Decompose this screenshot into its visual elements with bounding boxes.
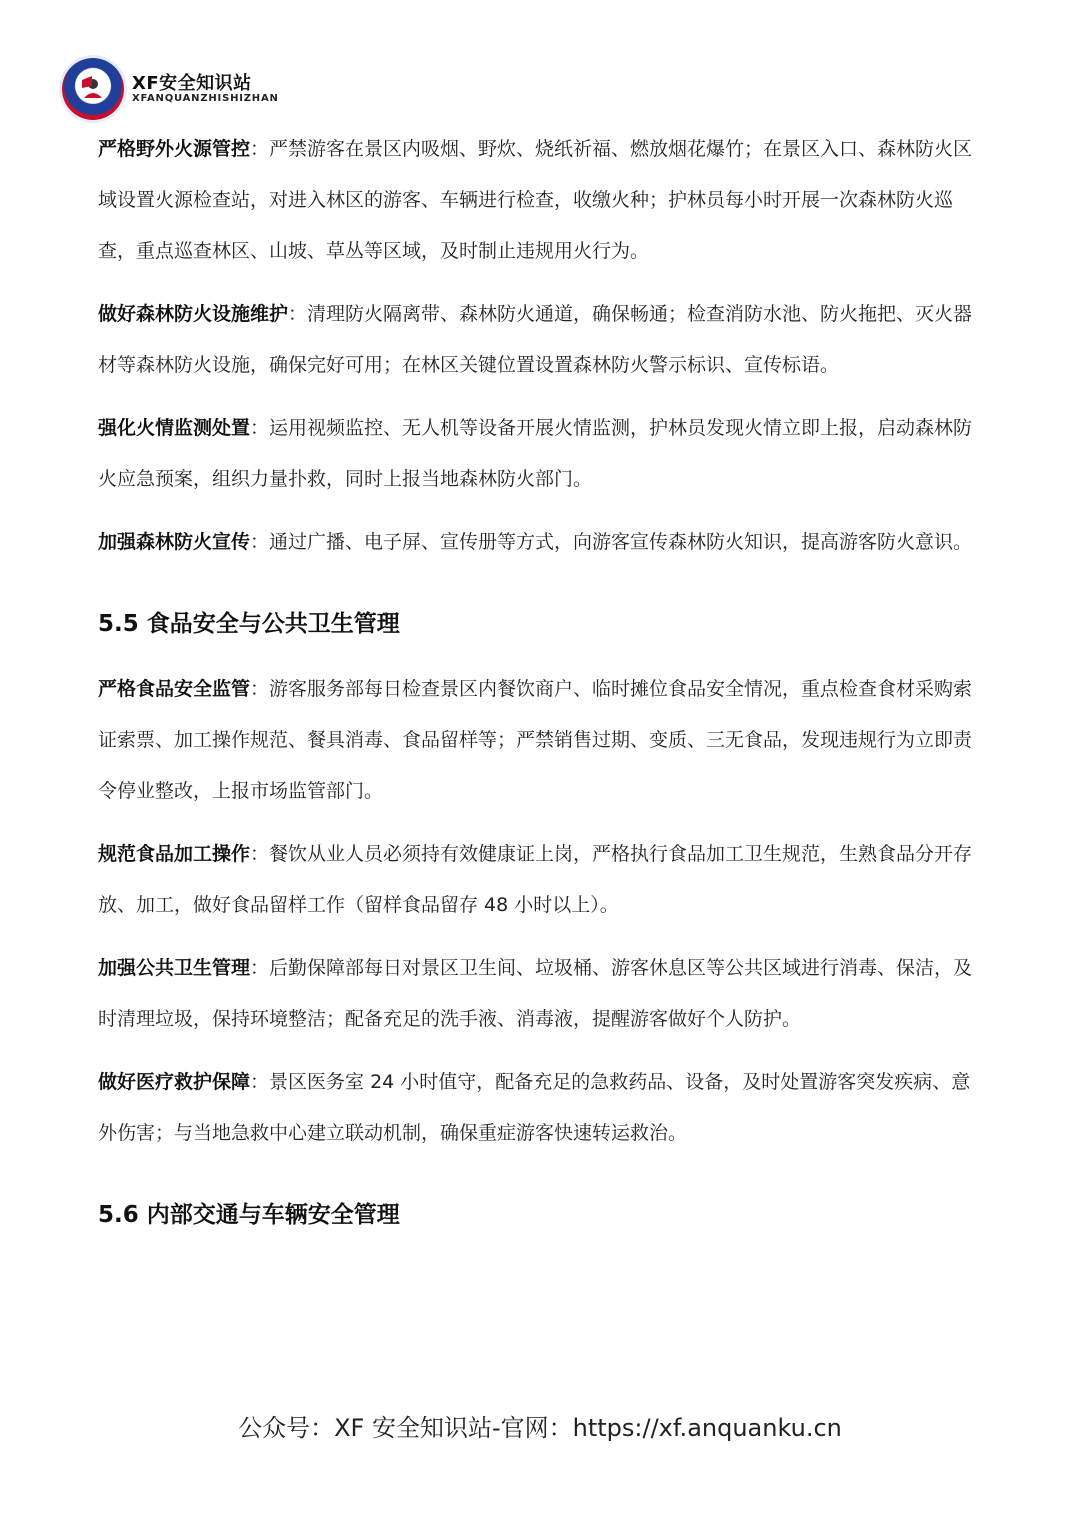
paragraph-text: 通过广播、电子屏、宣传册等方式，向游客宣传森林防火知识，提高游客防火意识。 [269, 531, 973, 553]
paragraph-heading: 做好森林防火设施维护 [98, 303, 289, 325]
paragraph-separator: ： [250, 138, 270, 160]
paragraph-separator: ： [288, 303, 308, 325]
paragraph-public-hygiene [98, 943, 982, 1045]
paragraph-medical-rescue [98, 1057, 982, 1159]
paragraph-fire-facility-maintenance [98, 289, 982, 391]
paragraph-text: 清理防火隔离带、森林防火通道，确保畅通；检查消防水池、防火拖把、灭火器材等森林防火设施，确保完好可用；在林区关键位置设置森林防火警示标识、宣传标语。 [98, 303, 973, 376]
paragraph-heading: 加强森林防火宣传 [98, 531, 251, 553]
paragraph-separator: ： [250, 957, 270, 979]
logo-title: XF安全知识站 [132, 72, 252, 94]
paragraph-separator: ： [250, 417, 270, 439]
paragraph-text: 严禁游客在景区内吸烟、野炊、烧纸祈福、燃放烟花爆竹；在景区入口、森林防火区域设置火源检查站，对进入林区的游客、车辆进行检查，收缴火种；护林员每小时开展一次森林防火巡查，重点巡查林区、山坡、草丛等区域，及时制止违规用火行为。 [98, 138, 973, 262]
paragraph-text: 景区医务室 24 小时值守，配备充足的急救药品、设备，及时处置游客突发疾病、意外伤害；与当地急救中心建立联动机制，确保重症游客快速转运救治。 [98, 1071, 971, 1144]
paragraph-text: 餐饮从业人员必须持有效健康证上岗，严格执行食品加工卫生规范，生熟食品分开存放、加工，做好食品留样工作（留样食品留存 48 小时以上）。 [98, 843, 973, 916]
xf-safety-badge-icon [62, 58, 124, 120]
paragraph-separator: ： [250, 678, 270, 700]
paragraph-separator: ： [250, 843, 270, 865]
paragraph-heading: 规范食品加工操作 [98, 843, 251, 865]
document-body [98, 124, 982, 1255]
paragraph-heading: 严格食品安全监管 [98, 678, 251, 700]
paragraph-text: 游客服务部每日检查景区内餐饮商户、临时摊位食品安全情况，重点检查食材采购索证索票、加工操作规范、餐具消毒、食品留样等；严禁销售过期、变质、三无食品，发现违规行为立即责令停业整改，上报市场监管部门。 [98, 678, 973, 802]
paragraph-separator: ： [250, 531, 270, 553]
paragraph-heading: 强化火情监测处置 [98, 417, 251, 439]
paragraph-fire-monitoring [98, 403, 982, 505]
paragraph-fire-publicity [98, 517, 982, 568]
paragraph-text: 后勤保障部每日对景区卫生间、垃圾桶、游客休息区等公共区域进行消毒、保洁，及时清理垃圾，保持环境整洁；配备充足的洗手液、消毒液，提醒游客做好个人防护。 [98, 957, 973, 1030]
paragraph-food-safety-supervision [98, 664, 982, 817]
paragraph-heading: 加强公共卫生管理 [98, 957, 251, 979]
section-heading-5-5: 5.5 食品安全与公共卫生管理 [98, 611, 400, 637]
page-footer: 公众号：XF 安全知识站-官网：https://xf.anquanku.cn [238, 1414, 842, 1442]
section-heading-5-6: 5.6 内部交通与车辆安全管理 [98, 1202, 400, 1228]
paragraph-heading: 做好医疗救护保障 [98, 1071, 251, 1093]
paragraph-separator: ： [250, 1071, 270, 1093]
paragraph-heading: 严格野外火源管控 [98, 138, 251, 160]
paragraph-food-processing [98, 829, 982, 931]
paragraph-fire-source-control [98, 124, 982, 277]
logo-subtitle: XFANQUANZHISHIZHAN [132, 93, 279, 105]
site-logo [62, 58, 279, 120]
paragraph-text: 运用视频监控、无人机等设备开展火情监测，护林员发现火情立即上报，启动森林防火应急预案，组织力量扑救，同时上报当地森林防火部门。 [98, 417, 973, 490]
